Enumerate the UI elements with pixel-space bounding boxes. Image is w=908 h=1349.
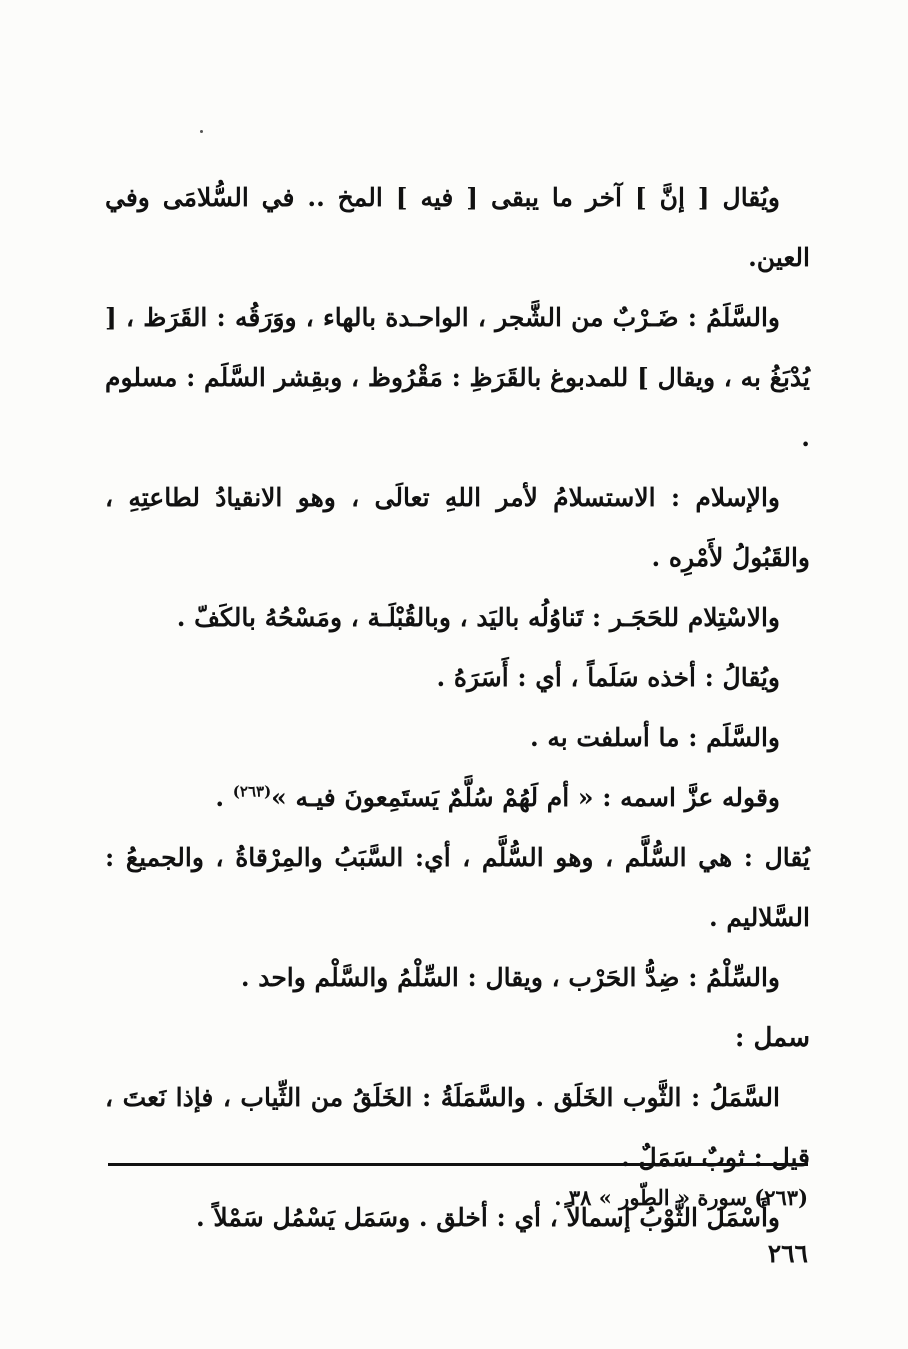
- page-number: ٢٦٦: [767, 1239, 808, 1268]
- paragraph-6: والسَّلَم : ما أسلفت به .: [529, 723, 780, 752]
- main-text: [105, 168, 810, 1248]
- quran-quote-text: وقوله عزَّ اسمه : « أم لَهُمْ سُلَّمٌ يَستَمِعونَ فيـه »: [271, 783, 780, 812]
- section-heading: سمل :: [734, 1023, 810, 1053]
- paragraph-10: السَّمَلُ : الثَّوب الخَلَق . والسَّمَلَةُ : الخَلَقُ من الثِّياب ، فإذا نَعتَ ، قيل : ثوبٌ سَمَلٌ .: [105, 1083, 810, 1172]
- paragraph-5: ويُقالُ : أخذه سَلَماً ، أي : أَسَرَهُ .: [436, 663, 780, 692]
- footnote-ref-marker: (٢٦٣): [232, 782, 272, 801]
- footnote: (٢٦٣) سورة « الطّور » ٣٨ .: [554, 1185, 808, 1210]
- paragraph-9: والسِّلْمُ : ضِدُّ الحَرْب ، ويقال : السِّلْمُ والسَّلْم واحد .: [240, 963, 780, 992]
- quran-quote-tail: .: [215, 783, 233, 812]
- paragraph-8: يُقال : هي السُّلَّم ، وهو السُّلَّم ، أي: السَّبَبُ والمِرْقاةُ ، والجميعُ : السَّلاليم .: [105, 843, 810, 932]
- scan-speck: [200, 130, 203, 133]
- paragraph-3: والإسلام : الاستسلامُ لأمر اللهِ تعالَى ، وهو الانقيادُ لطاعتِهِ ، والقَبُولُ لأَمْرِه .: [105, 483, 810, 572]
- paragraph-11: وأَسْمَل الثَّوْبُ إسمالاً ، أي : أخلق . وسَمَل يَسْمُل سَمْلاً .: [196, 1203, 780, 1232]
- paragraph-7-quran-quote: [105, 768, 810, 828]
- paragraph-1: ويُقال [ إنَّ ] آخر ما يبقى [ فيه ] المخ .. في السُّلامَى وفي العين.: [105, 183, 810, 272]
- paragraph-2: والسَّلَمُ : ضَـرْبٌ من الشَّجر ، الواحـدة بالهاء ، ووَرَقُه : القَرَظ ، [ يُدْبَغُ به ، ويقال ] للمدبوغ بالقَرَظِ : مَقْرُوظ ، وبقِشر السَّلَم : مسلوم .: [105, 303, 811, 452]
- paragraph-4: والاسْتِلام للحَجَـر : تَناوُلُه باليَد ، وبالقُبْلَـة ، ومَسْحُهُ بالكَفّ .: [176, 603, 780, 632]
- footnote-separator: [108, 1163, 808, 1166]
